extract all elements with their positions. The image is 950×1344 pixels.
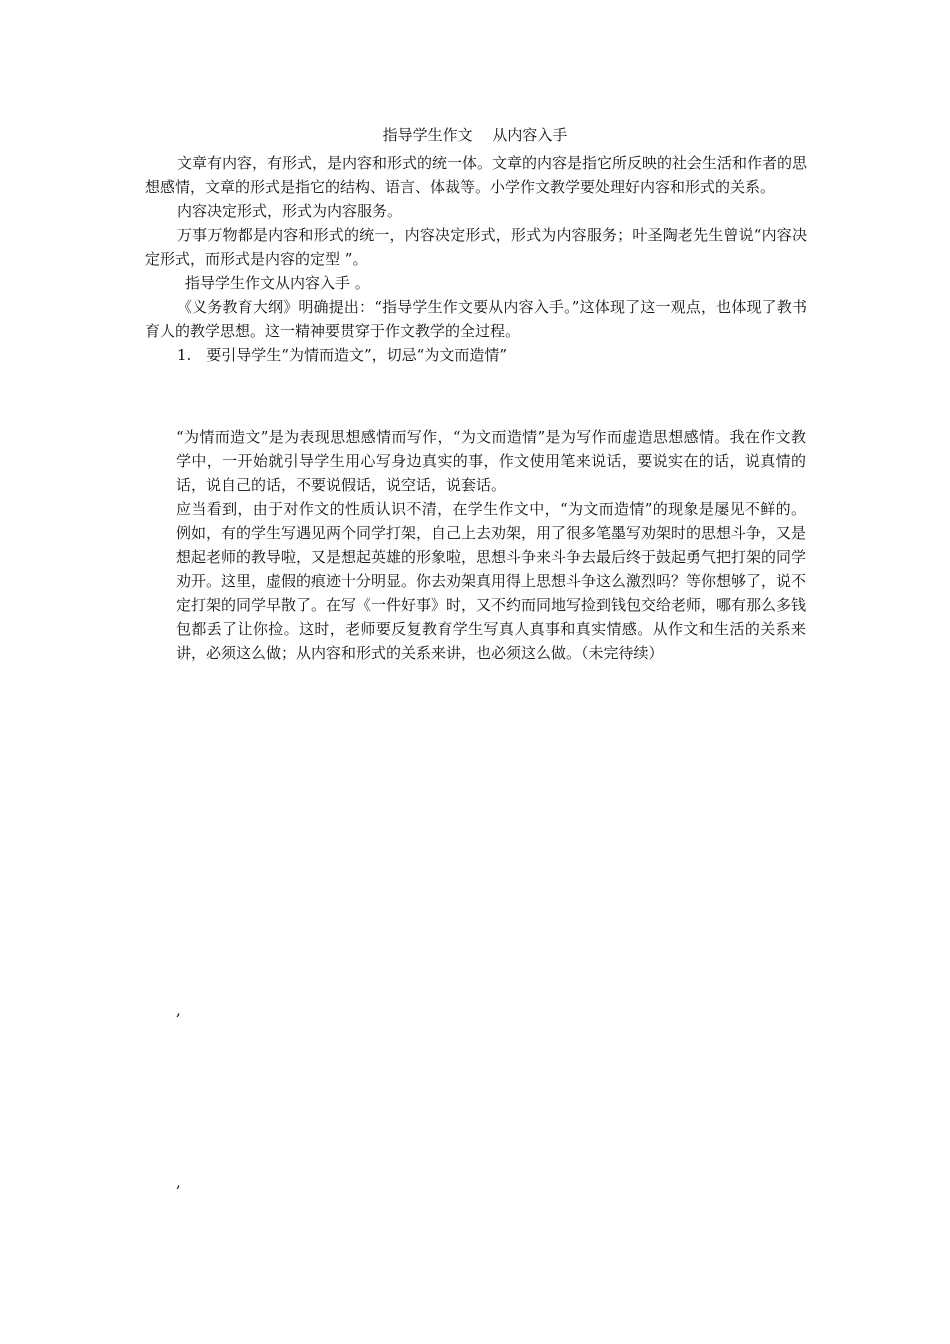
- paragraph-subheading: 指导学生作文从内容入手 。: [185, 274, 370, 292]
- intro-section: [145, 151, 807, 367]
- numbered-heading-1: 1. 要引导学生“为情而造文”，切忌“为文而造情”: [177, 346, 507, 364]
- stray-comma-mark: ,: [176, 1173, 181, 1191]
- stray-comma-mark: ,: [176, 1001, 181, 1019]
- paragraph-unity-quote: 万事万物都是内容和形式的统一，内容决定形式，形式为内容服务；叶圣陶老先生曾说“内容决定形式，而形式是内容的定型 ”。: [145, 226, 807, 268]
- paragraph-emotion-writing: “为情而造文”是为表现思想感情而写作，“为文而造情”是为写作而虚造思想感情。我在作文教学中，一开始就引导学生用心写身边真实的事，作文使用笔来说话，要说实在的话，说真情的话，说自己的话，不要说假话，说空话，说套话。: [176, 428, 806, 494]
- document-title: 指导学生作文 从内容入手: [382, 126, 568, 144]
- paragraph-content-decides-form: 内容决定形式，形式为内容服务。: [177, 202, 403, 220]
- paragraph-content-form: 文章有内容，有形式，是内容和形式的统一体。文章的内容是指它所反映的社会生活和作者的思想感情，文章的形式是指它的结构、语言、体裁等。小学作文教学要处理好内容和形式的关系。: [145, 154, 808, 196]
- paragraph-syllabus: 《义务教育大纲》明确提出：“指导学生作文要从内容入手。”这体现了这一观点，也体现了教书育人的教学思想。这一精神要贯穿于作文教学的全过程。: [145, 298, 807, 340]
- paragraph-example-fight: 应当看到，由于对作文的性质认识不清，在学生作文中，“为文而造情”的现象是屡见不鲜的。例如，有的学生写遇见两个同学打架，自己上去劝架，用了很多笔墨写劝架时的思想斗争，又是想起老师的教导啦，又是想起英雄的形象啦，思想斗争来斗争去最后终于鼓起勇气把打架的同学 劝开。这里，虚假的痕迹十分明显。你去劝架真用得上思想斗争这么激烈吗？等你想够了，说不定打架的同学早散了。在写《一件好事》时，又不约而同地写捡到钱包交给老师，哪有那么多钱包都丢了让你捡。这时，老师要反复教育学生写真人真事和真实情感。从作文和生活的关系来讲，必须这么做；从内容和形式的关系来讲，也必须这么做。（未完待续）: [176, 500, 807, 662]
- body-section: [176, 425, 806, 665]
